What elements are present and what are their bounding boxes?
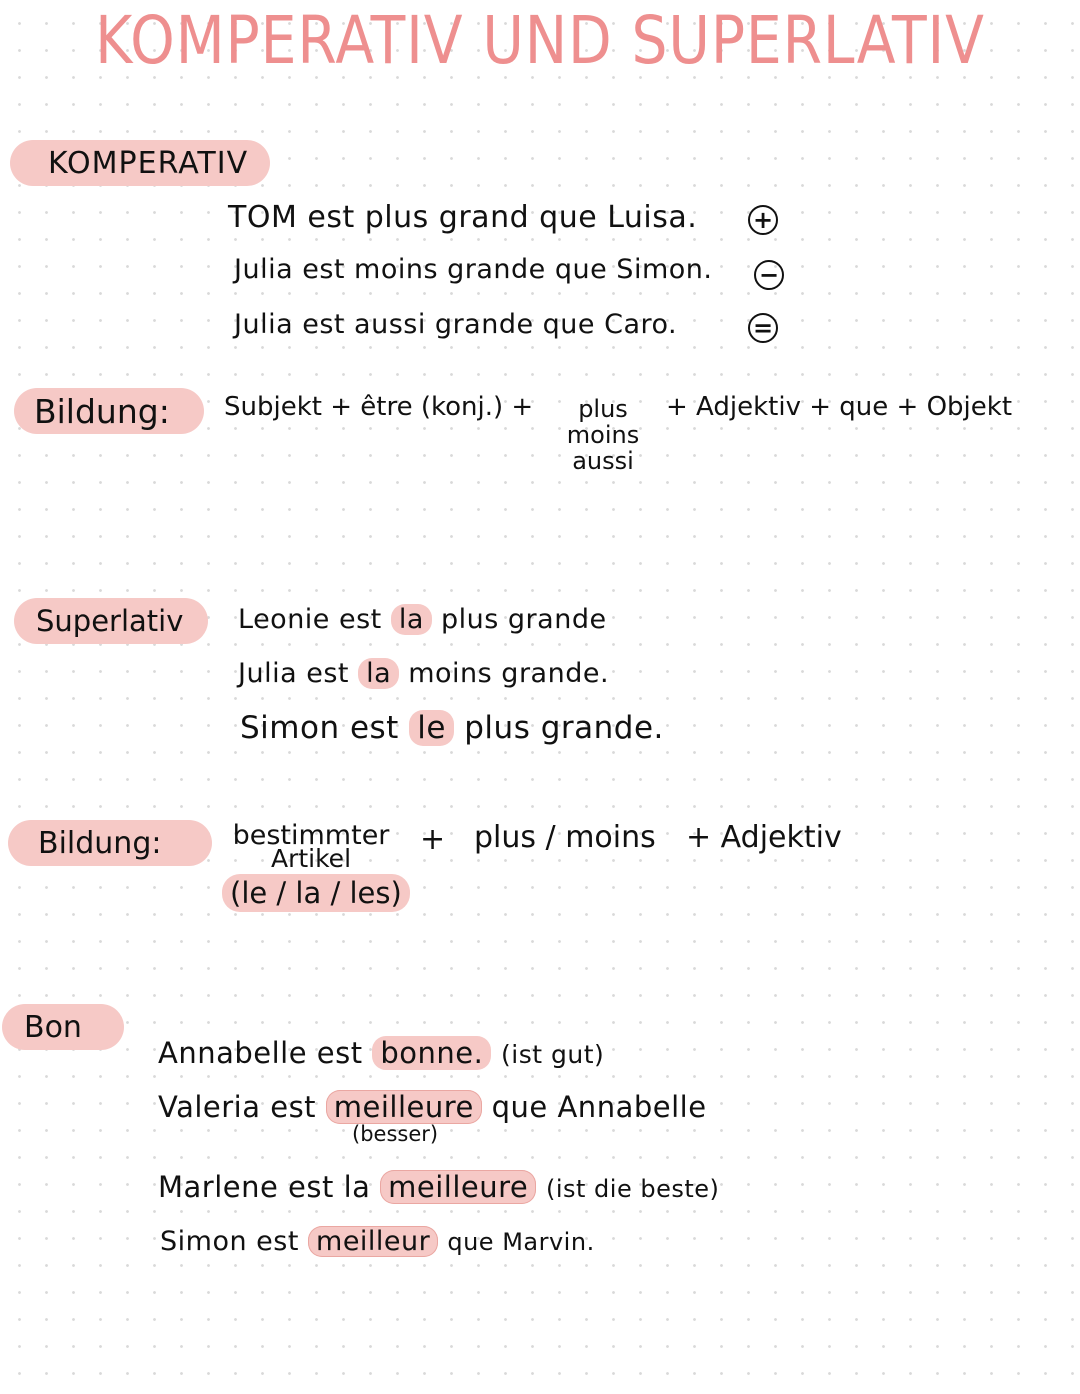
option-aussi: aussi	[572, 447, 634, 475]
article-line-1: bestimmter	[232, 820, 390, 851]
minus-circle-icon: −	[754, 260, 784, 290]
komperativ-example-minus: Julia est moins grande que Simon.	[234, 254, 713, 285]
superlativ-bildung-text: Bildung:	[38, 825, 162, 861]
superlativ-heading	[14, 598, 208, 644]
superlativ-example-3: Simon est le plus grande.	[240, 710, 664, 746]
article-line-2: Artikel	[270, 844, 352, 873]
bon-heading-label: Bon	[24, 1009, 82, 1045]
article-stack	[226, 822, 396, 871]
option-plus: plus	[578, 395, 628, 423]
komperativ-example-equal: Julia est aussi grande que Caro.	[234, 309, 678, 340]
komperativ-heading	[10, 140, 270, 186]
article-highlight: le	[409, 710, 454, 746]
meilleure-highlight: meilleure	[326, 1090, 482, 1124]
superlativ-formula-plus: +	[420, 822, 446, 857]
superlativ-example-2: Julia est la moins grande.	[238, 658, 610, 689]
option-moins: moins	[566, 421, 640, 449]
komperativ-bildung-label	[14, 388, 204, 434]
superlativ-heading-label: Superlativ	[36, 604, 184, 638]
bon-line-2: Valeria est meilleure que Annabelle	[158, 1090, 707, 1124]
bon-line-1: Annabelle est bonne. (ist gut)	[158, 1036, 605, 1070]
article-highlight: la	[391, 604, 432, 635]
komperativ-example-plus: TOM est plus grand que Luisa.	[228, 200, 698, 235]
bon-heading	[2, 1004, 124, 1050]
komperativ-formula-part2: + Adjektiv + que + Objekt	[666, 392, 1013, 422]
superlativ-formula-end: + Adjektiv	[686, 820, 842, 855]
meilleur-highlight: meilleur	[308, 1226, 438, 1257]
komperativ-heading-label: KOMPERATIV	[48, 145, 249, 181]
bon-line-4: Simon est meilleur que Marvin.	[160, 1226, 595, 1257]
superlativ-formula-mid: plus / moins	[474, 820, 656, 855]
komperativ-formula-options	[558, 397, 648, 473]
plus-circle-icon: +	[748, 205, 778, 235]
komperativ-bildung-text: Bildung:	[34, 391, 170, 431]
article-highlight: la	[358, 658, 399, 689]
superlativ-example-1: Leonie est la plus grande	[238, 604, 607, 635]
bon-line-3: Marlene est la meilleure (ist die beste)	[158, 1170, 720, 1204]
bon-highlight: bonne.	[372, 1036, 491, 1070]
komperativ-formula-part1: Subjekt + être (konj.) +	[224, 392, 534, 422]
meilleure-highlight: meilleure	[380, 1170, 536, 1204]
page-title: KOMPERATIV UND SUPERLATIV	[95, 2, 985, 79]
equals-circle-icon: =	[748, 313, 778, 343]
besser-note: (besser)	[352, 1122, 439, 1146]
superlativ-bildung-label	[8, 820, 212, 866]
article-forms: (le / la / les)	[222, 874, 410, 912]
